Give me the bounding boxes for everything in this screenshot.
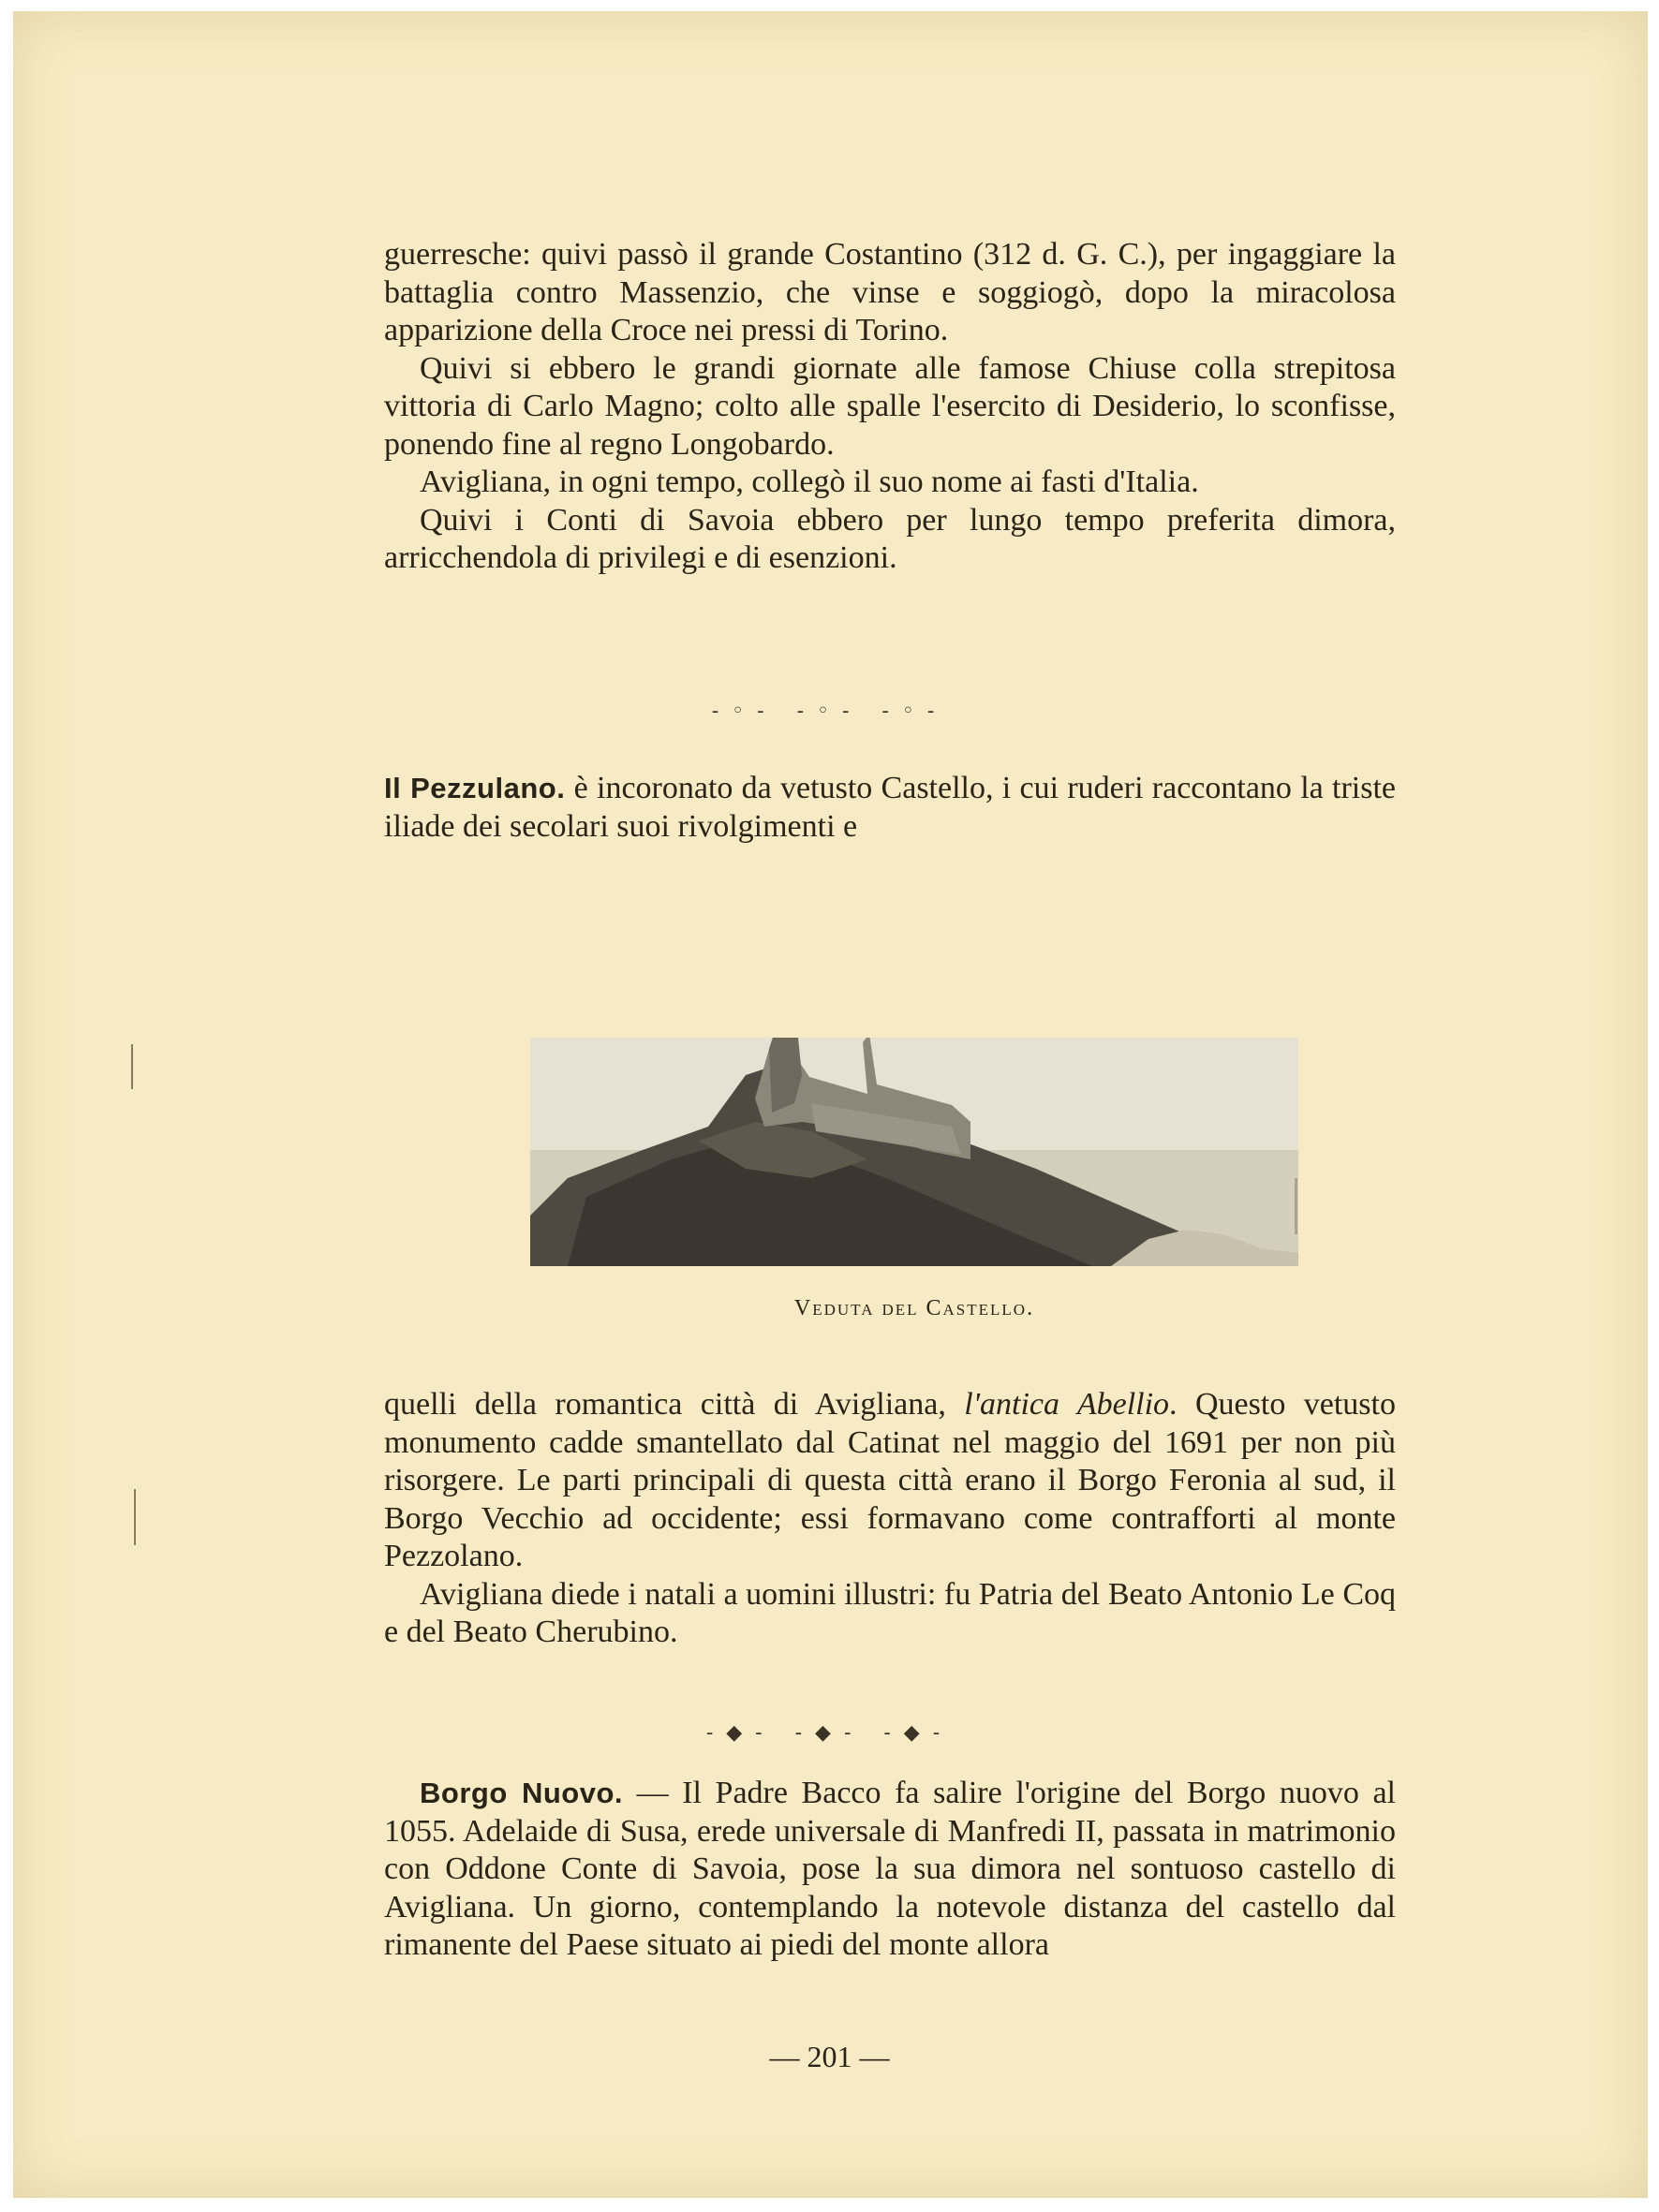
paragraph: Avigliana diede i natali a uomini illustri: fu Patria del Beato Antonio Le Coq e del Beato Cherubino. [384, 1576, 1396, 1649]
paragraph: Quivi si ebbero le grandi giornate alle famose Chiuse colla strepitosa vittoria di Carlo Magno; colto alle spalle l'esercito di Desiderio, lo sconfisse, ponendo fine al regno Longobardo. [384, 350, 1396, 462]
paragraph-text: — Il Padre Bacco fa salire l'origine del Borgo nuovo al 1055. Adelaide di Susa, erede universale di Manfredi II, passata in matrimonio con Oddone Conte di Savoia, pose la sua dimora nel sontuoso castello di Avigliana. Un giorno, contemplando la notevole distanza del castello dal rimanente del Paese situato ai piedi del monte allora [384, 1776, 1397, 1962]
italic-name: l'antica Abellio [964, 1387, 1170, 1422]
castle-photo [530, 1038, 1298, 1266]
paragraph-text: quelli della romantica città di Avigliana, [384, 1387, 965, 1422]
paragraph: Avigliana, in ogni tempo, collegò il suo nome ai fasti d'Italia. [420, 465, 1199, 499]
text-block-2 [384, 770, 1396, 846]
margin-mark [131, 1044, 133, 1089]
text-block-3 [384, 1386, 1396, 1652]
text-block-4 [384, 1775, 1396, 1965]
paragraph-text: è incoronato da vetusto Castello, i cui ruderi raccontano la triste iliade dei secolari suoi rivolgimenti e [384, 771, 1397, 844]
ornament-divider: -◦- -◦- -◦- [711, 700, 948, 723]
paragraph [384, 770, 1396, 846]
paragraph: Quivi i Conti di Savoia ebbero per lungo tempo preferita dimora, arricchendola di privilegi e di esenzioni. [384, 502, 1396, 575]
paragraph: guerresche: quivi passò il grande Costantino (312 d. G. C.), per ingaggiare la battaglia contro Massenzio, che vinse e soggiogò, dopo la miracolosa apparizione della Croce nei pressi di Torino. [384, 237, 1396, 347]
ornament-divider: -◆- -◆- -◆- [705, 1721, 954, 1745]
text-block-1 [384, 236, 1396, 578]
paragraph-text: . Questo vetusto monumento cadde smantellato dal Catinat nel maggio del 1691 per non più risorgere. Le parti principali di questa città erano il Borgo Feronia al sud, il Borgo Vecchio ad occidente; essi formavano come contrafforti al monte Pezzolano. [384, 1387, 1396, 1573]
section-heading: Borgo Nuovo. [420, 1777, 624, 1809]
paragraph [384, 1386, 1396, 1576]
section-heading: Il Pezzulano. [384, 772, 566, 804]
figure-caption: Veduta del Castello. [793, 1296, 1035, 1320]
margin-mark [134, 1489, 136, 1545]
castle-illustration [530, 1038, 1298, 1266]
page-number: — 201 — [769, 2040, 890, 2073]
paragraph [384, 1775, 1396, 1965]
